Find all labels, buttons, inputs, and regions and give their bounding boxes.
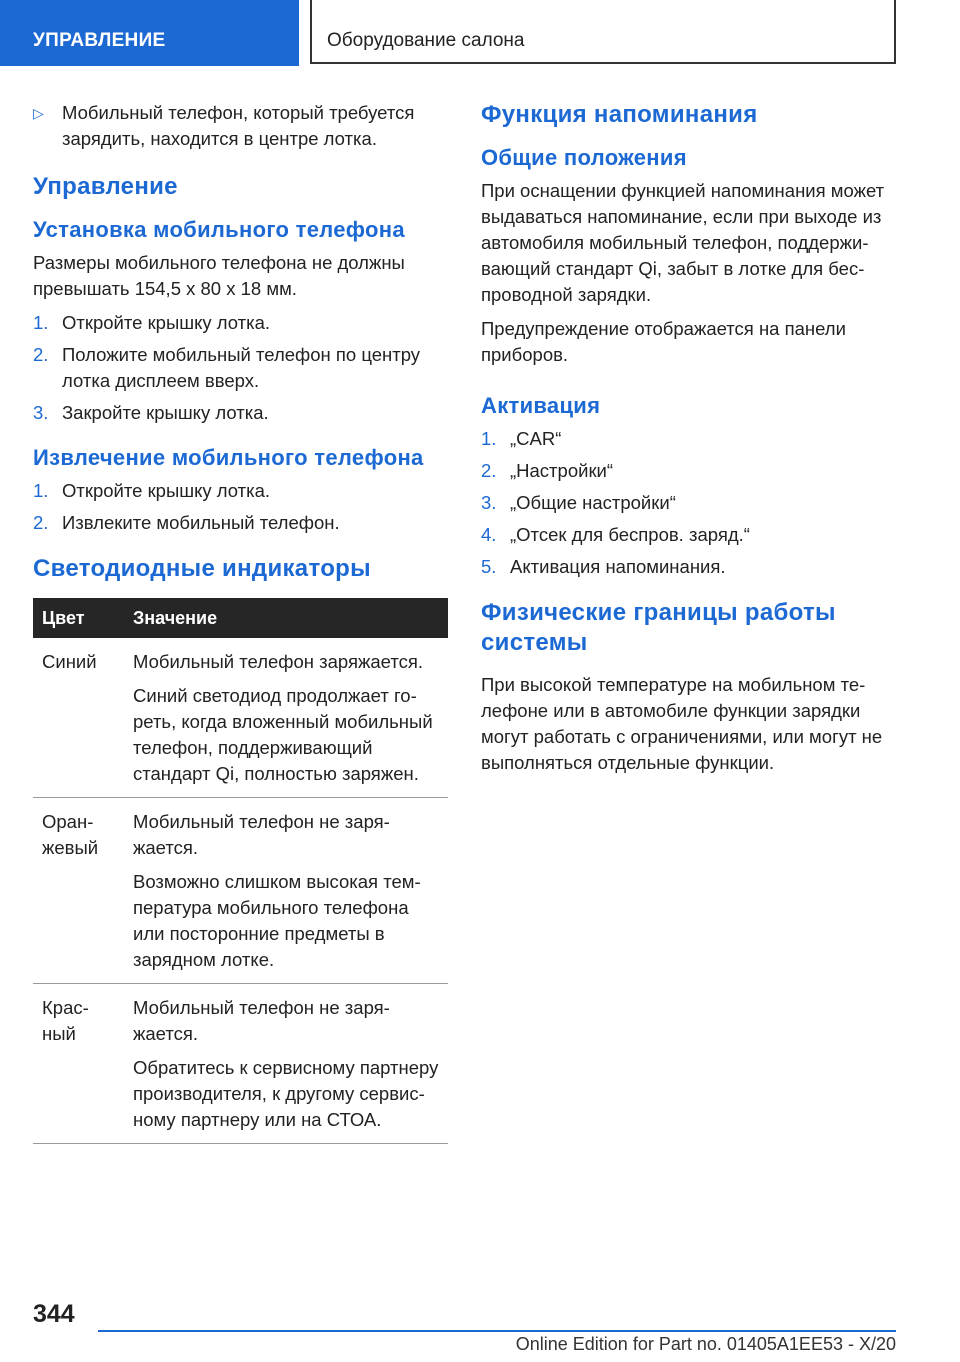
list-item [481,490,896,516]
section-title-reminder: Функция напоминания [481,101,758,128]
limits-text: При высокой температуре на мобильном телефоне или в автомобиле функции зарядки могут работать с ограничениями, или могут не выполняться отдельные функции. [481,674,883,773]
meaning-line: Синий светодиод продолжает гореть, когда вложенный мобильный телефон, поддерживающий стандарт Qi, полностью заряжен. [133,685,433,784]
list-item [481,426,896,452]
led-meaning [124,638,448,798]
led-meaning [124,984,448,1144]
general-warning-text: Предупреждение отображается на панели приборов. [481,318,846,365]
meaning-line: Обратитесь к сервисному партнеру производителя, к другому сервисному партнеру или на СТОА. [133,1057,439,1130]
subsection-title-general: Общие положения [481,145,687,170]
install-steps [33,310,448,426]
step-number: 3. [481,492,497,513]
step-number: 2. [33,512,49,533]
step-text: Откройте крышку лотка. [62,312,271,333]
led-table [33,598,448,1144]
page-footer [0,1290,960,1362]
step-text: Извлеките мобильный телефон. [62,512,340,533]
step-text: Откройте крышку лотка. [62,480,271,501]
subsection-title-remove: Извлечение мобильного телефона [33,445,424,470]
section-title-limits: Физические границы работы системы [481,599,836,656]
table-row [33,984,448,1144]
column-header-meaning: Значение [124,598,448,638]
hint-text: Мобильный телефон, который требуется зарядить, находится в центре лотка. [62,102,415,149]
meaning-line: Мобильный телефон не заряжается. [133,811,390,858]
step-number: 1. [33,480,49,501]
led-meaning [124,798,448,984]
step-text: Положите мобильный телефон по центру лотка дисплеем вверх. [62,344,421,391]
step-number: 2. [481,460,497,481]
table-row [33,798,448,984]
right-column [481,100,896,784]
general-text: При оснащении функцией напоминания может выдаваться напоминание, если при выходе из автомобиля мобильный телефон, поддерживающий стандарт Qi, забыт в лотке для беспроводной зарядки. [481,180,885,305]
step-text: Активация напоминания. [510,556,726,577]
left-column [33,100,448,1144]
edition-note: Online Edition for Part no. 01405A1EE53 - X/20 [515,1334,896,1354]
meaning-line: Мобильный телефон не заряжается. [133,997,390,1044]
section-title-leds: Светодиодные индикаторы [33,555,371,582]
remove-steps [33,478,448,536]
step-number: 1. [481,428,497,449]
subsection-title-install: Установка мобильного телефона [33,217,405,242]
activation-steps [481,426,896,580]
chapter-title: Оборудование салона [310,0,896,64]
list-item [481,554,896,580]
table-row [33,638,448,798]
step-number: 3. [33,402,49,423]
subsection-title-activation: Активация [481,393,601,418]
led-color: Оранжевый [33,798,124,984]
column-header-color: Цвет [33,598,124,638]
step-text: „Общие настройки“ [510,492,676,513]
led-color: Красный [33,984,124,1144]
step-text: „Настройки“ [510,460,614,481]
step-text: Закройте крышку лотка. [62,402,269,423]
step-text: „CAR“ [510,428,562,449]
step-text: „Отсек для беспров. заряд.“ [510,524,750,545]
page-number: 344 [33,1300,75,1328]
table-header-row [33,598,448,638]
install-text: Размеры мобильного телефона не должны превышать 154,5 x 80 x 18 мм. [33,252,405,299]
footer-divider [98,1330,896,1332]
step-number: 2. [33,344,49,365]
section-tab: УПРАВЛЕНИЕ [0,0,299,66]
step-number: 1. [33,312,49,333]
hint-note [33,100,448,152]
step-number: 4. [481,524,497,545]
led-color: Синий [33,638,124,798]
step-number: 5. [481,556,497,577]
page-header [0,0,960,66]
list-item [33,510,448,536]
section-title-control: Управление [33,173,178,200]
meaning-line: Мобильный телефон заряжается. [133,651,424,672]
list-item [33,342,448,394]
list-item [33,400,448,426]
meaning-line: Возможно слишком высокая температура мобильного телефона или посторонние предметы в зарядном лотке. [133,871,421,970]
list-item [481,458,896,484]
list-item [481,522,896,548]
triangle-bullet-icon: ▷ [33,105,44,121]
list-item [33,478,448,504]
list-item [33,310,448,336]
